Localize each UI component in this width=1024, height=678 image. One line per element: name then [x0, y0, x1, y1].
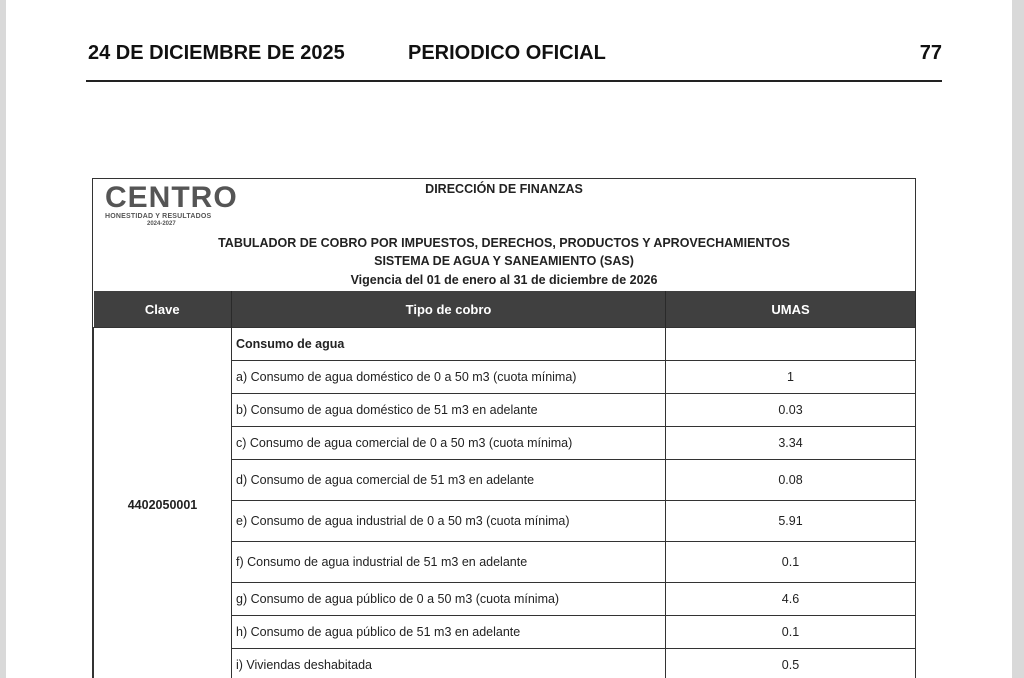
- umas-cell: 4.6: [666, 583, 916, 616]
- table-row: [94, 328, 916, 361]
- logo-tagline: HONESTIDAD Y RESULTADOS: [105, 213, 212, 220]
- logo-wordmark: CENTRO: [105, 181, 238, 214]
- umas-cell: [666, 328, 916, 361]
- umas-cell: 0.08: [666, 460, 916, 501]
- umas-cell: 5.91: [666, 501, 916, 542]
- tipo-cell: d) Consumo de agua comercial de 51 m3 en adelante: [232, 460, 666, 501]
- table-header-row: [94, 291, 916, 328]
- document-page: [6, 0, 1012, 678]
- tipo-cell: a) Consumo de agua doméstico de 0 a 50 m3 (cuota mínima): [232, 361, 666, 394]
- tipo-cell: g) Consumo de agua público de 0 a 50 m3 (cuota mínima): [232, 583, 666, 616]
- umas-cell: 1: [666, 361, 916, 394]
- publication-title: PERIODICO OFICIAL: [408, 42, 606, 64]
- column-header-umas: UMAS: [666, 291, 916, 328]
- document-subtitle: SISTEMA DE AGUA Y SANEAMIENTO (SAS): [374, 254, 634, 268]
- validity-period: Vigencia del 01 de enero al 31 de diciembre de 2026: [350, 273, 658, 287]
- tipo-cell: f) Consumo de agua industrial de 51 m3 en adelante: [232, 542, 666, 583]
- publication-date: 24 DE DICIEMBRE DE 2025: [88, 42, 345, 64]
- umas-cell: 3.34: [666, 427, 916, 460]
- page-number: 77: [919, 42, 942, 64]
- clave-cell: 4402050001: [94, 328, 232, 678]
- tipo-cell: c) Consumo de agua comercial de 0 a 50 m3 (cuota mínima): [232, 427, 666, 460]
- tipo-cell: i) Viviendas deshabitada: [232, 649, 666, 678]
- column-header-tipo: Tipo de cobro: [232, 291, 666, 328]
- tipo-cell: b) Consumo de agua doméstico de 51 m3 en adelante: [232, 394, 666, 427]
- document-title: TABULADOR DE COBRO POR IMPUESTOS, DERECHOS, PRODUCTOS Y APROVECHAMIENTOS: [218, 236, 790, 250]
- department-heading: DIRECCIÓN DE FINANZAS: [425, 182, 583, 196]
- page-header: [86, 38, 942, 78]
- header-rule: [86, 80, 942, 82]
- umas-cell: 0.5: [666, 649, 916, 678]
- umas-cell: 0.1: [666, 616, 916, 649]
- umas-cell: 0.1: [666, 542, 916, 583]
- section-label: Consumo de agua: [232, 328, 666, 361]
- column-header-clave: Clave: [94, 291, 232, 328]
- tipo-cell: e) Consumo de agua industrial de 0 a 50 m3 (cuota mínima): [232, 501, 666, 542]
- tipo-cell: h) Consumo de agua público de 51 m3 en adelante: [232, 616, 666, 649]
- tariff-document: [92, 178, 916, 678]
- logo-years: 2024-2027: [147, 221, 176, 227]
- tariff-table: [93, 291, 916, 678]
- umas-cell: 0.03: [666, 394, 916, 427]
